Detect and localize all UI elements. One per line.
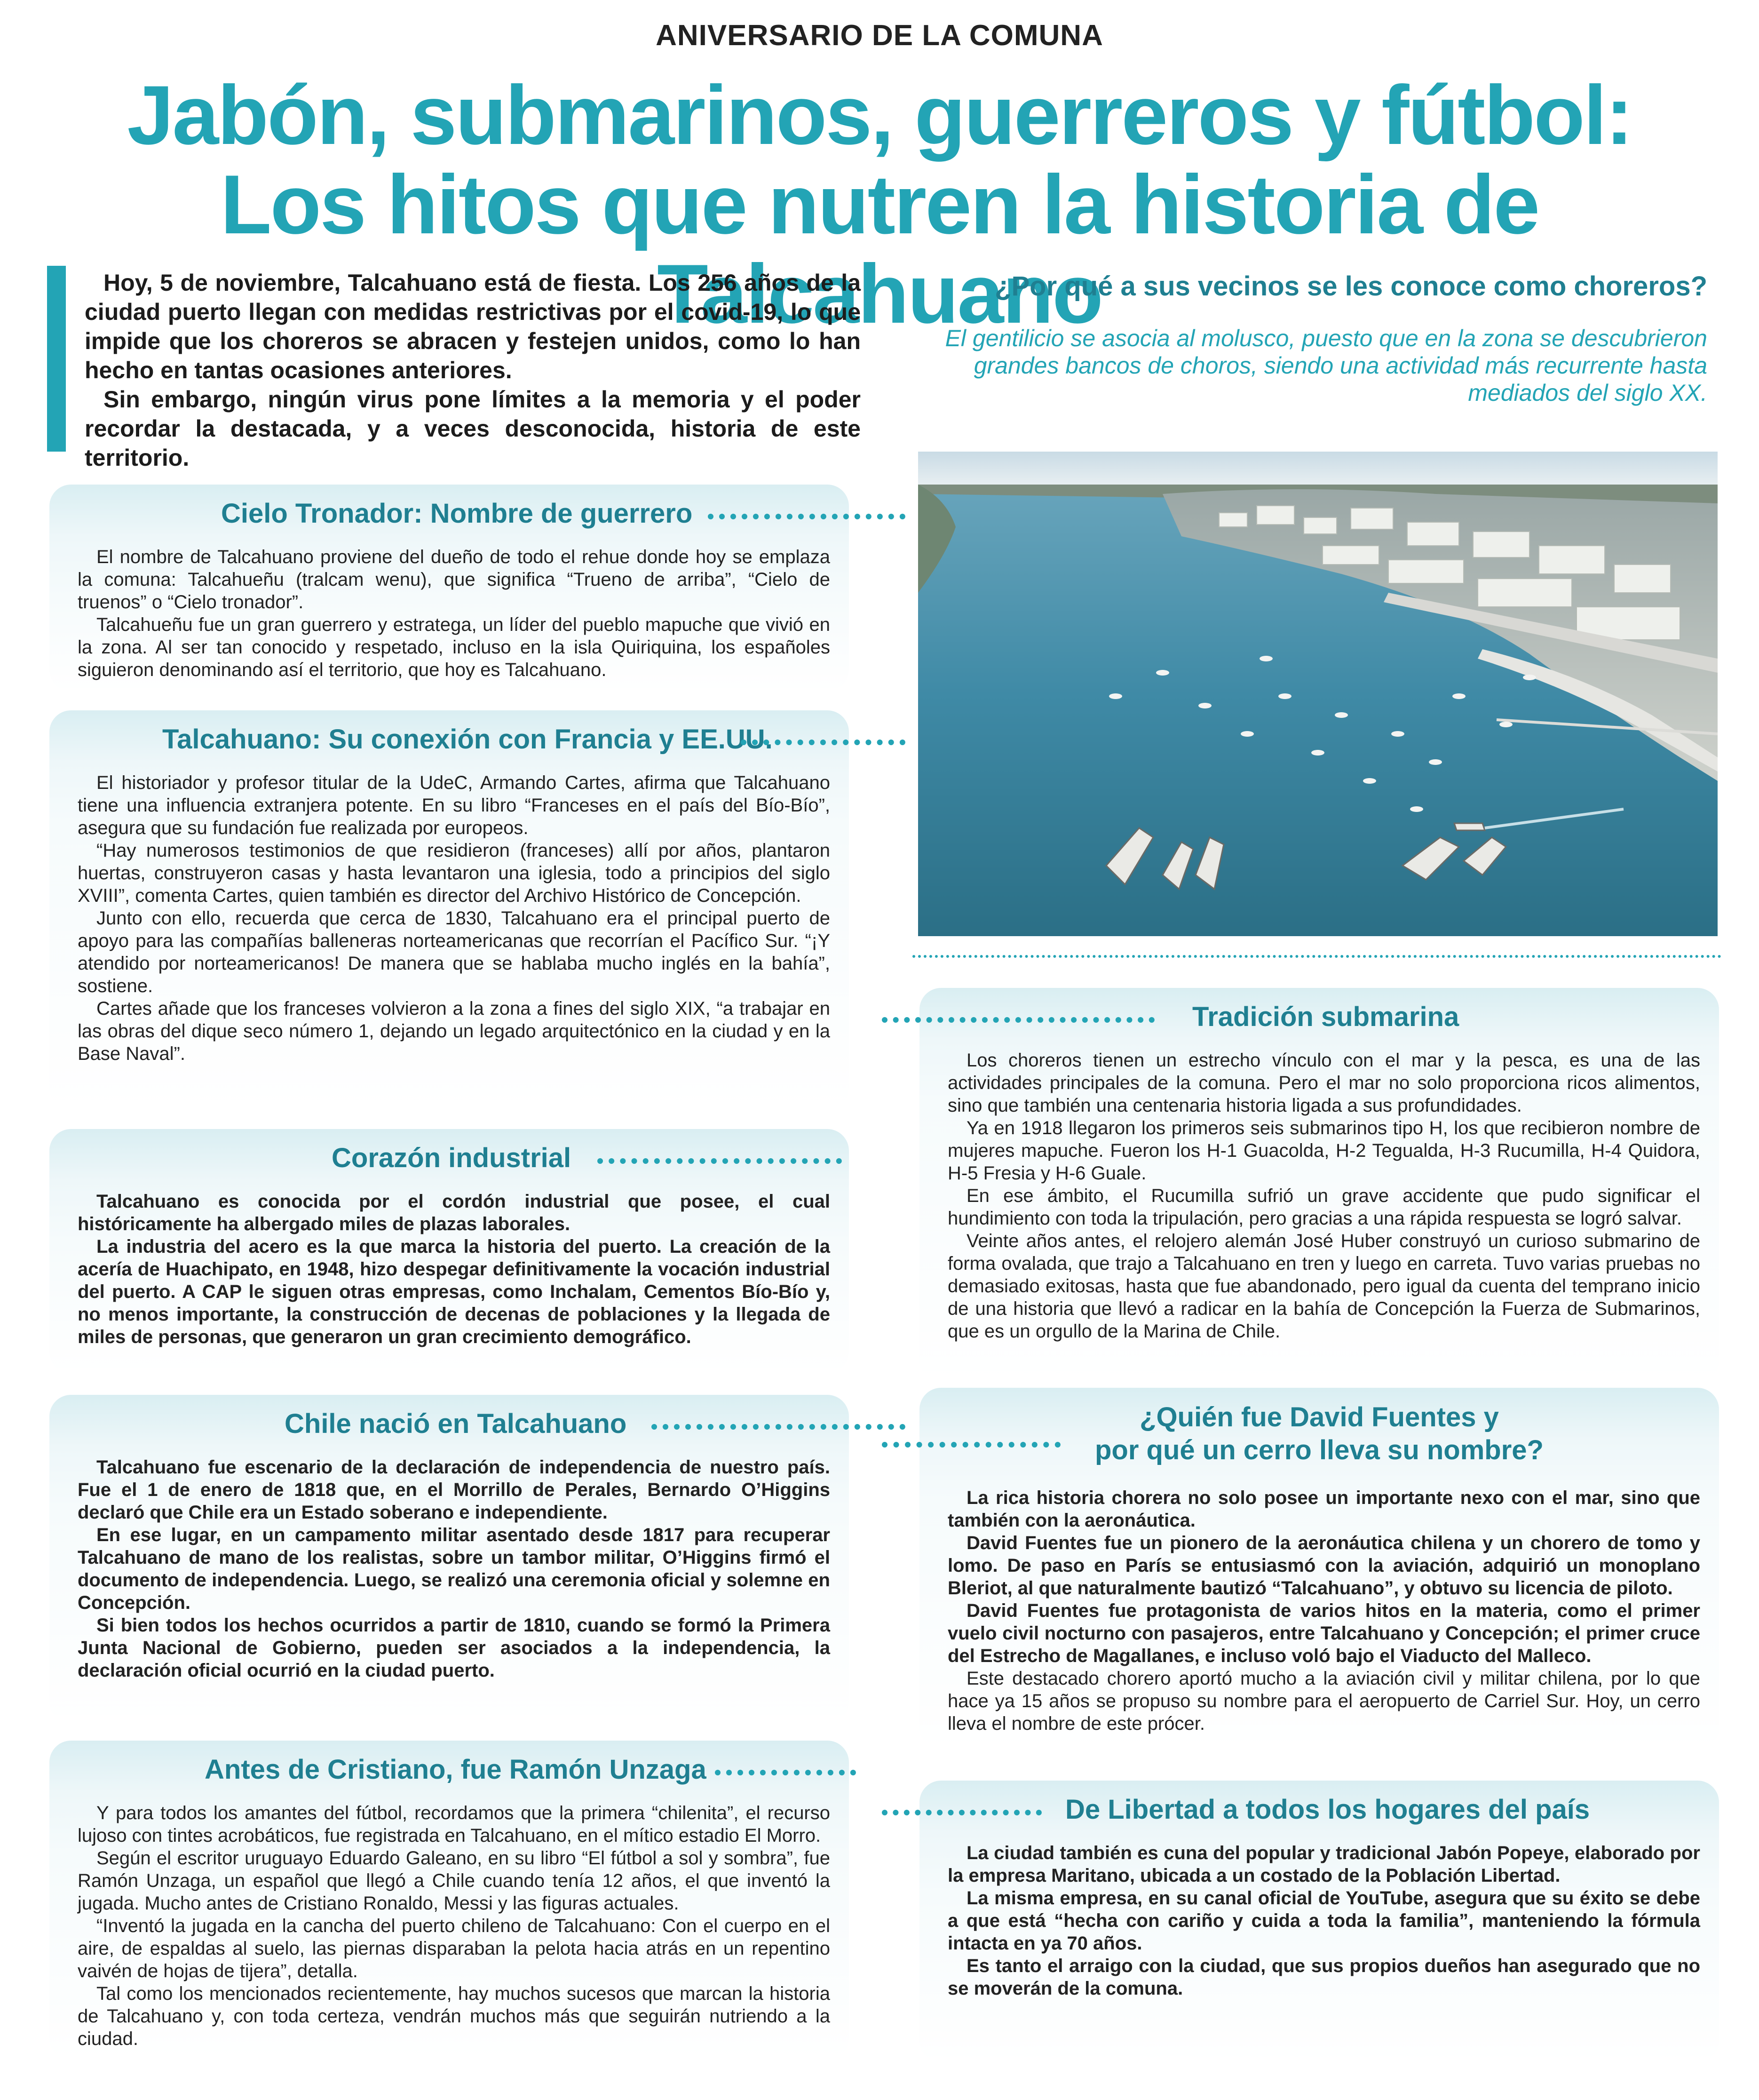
paragraph: “Inventó la jugada en la cancha del puerto chileno de Talcahuano: Con el cuerpo en el aire, de espaldas al suelo, las piernas disparaban la pelota hacia atrás en un repentino vaivén de hojas de tijera”, detalla. [78,1916,830,1981]
paragraph: David Fuentes fue protagonista de varios hitos en la materia, como el primer vuelo civil nocturno con pasajeros, entre Talcahuano y Concepción; el primer cruce del Estrecho de Magallanes, e incluso voló bajo el Viaducto del Malleco. [948,1600,1700,1666]
dotted-leader [882,1017,1155,1023]
section-ramon-unzaga [49,1741,849,2060]
lead-text-1: Hoy, 5 de noviembre, Talcahuano está de fiesta. Los 256 años de la ciudad puerto llegan con medidas restrictivas por el covid-19, lo que impide que los choreros se abracen y festejen unidos, como lo han hecho en tantas ocasiones anteriores. [85,270,861,383]
paragraph: Según el escritor uruguayo Eduardo Galeano, en su libro “El fútbol a sol y sombra”, fue Ramón Unzaga, un español que llegó a Chile cuando tenía 12 años, el que inventó la jugada. Mucho antes de Cristiano Ronaldo, Messi y las figuras actuales. [78,1848,830,1914]
photo-illustration [918,452,1718,936]
section-title-submarina: Tradición submarina [1192,1002,1459,1032]
section-title-corazon: Corazón industrial [332,1143,571,1173]
section-kicker: ANIVERSARIO DE LA COMUNA [656,19,1103,52]
paragraph: La industria del acero es la que marca la historia del puerto. La creación de la acería de Huachipato, en 1948, hizo despegar definitivamente la vocación industrial del puerto. A CAP le siguen otras empresas, como Inchalam, Cementos Bío-Bío y, no menos importante, la construcción de decenas de poblaciones y la llegada de miles de personas, que generaron un gran crecimiento demográfico. [78,1236,830,1347]
section-body-francia [78,772,830,1065]
paragraph: Ya en 1918 llegaron los primeros seis submarinos tipo H, los que recibieron nombre de mujeres mapuche. Fueron los H-1 Guacolda, H-2 Tegualda, H-3 Rucumilla, H-4 Quidora, H-5 Fresia y H-6 Guale. [948,1118,1700,1184]
section-body-corazon [78,1190,830,1348]
headline-line-2: Los hitos que nutren la historia de Talcahuano [220,158,1539,341]
dotted-leader [715,1770,856,1775]
section-body-cielo [78,546,830,681]
paragraph: “Hay numerosos testimonios de que residieron (franceses) allí por años, plantaron huertas, construyeron casas y hasta levantaron una iglesia, todo a principios del siglo XVIII”, comenta Cartes, quien también es director del Archivo Histórico de Concepción. [78,840,830,906]
title-line: por qué un cerro lleva su nombre? [1095,1435,1544,1465]
section-body-libertad [948,1842,1700,2000]
paragraph: Y para todos los amantes del fútbol, recordamos que la primera “chilenita”, el recurso lujoso con tintes acrobáticos, fue registrada en Talcahuano, en el mítico estadio El Morro. [78,1803,830,1846]
paragraph: David Fuentes fue un pionero de la aeronáutica chilena y un chorero de tomo y lomo. De paso en París se entusiasmó con la aviación, adquirió un monoplano Bleriot, al que naturalmente bautizó “Talcahuano”, y obtuvo su licencia de piloto. [948,1533,1700,1599]
section-title-chile: Chile nació en Talcahuano [285,1408,627,1439]
paragraph: Junto con ello, recuerda que cerca de 1830, Talcahuano era el principal puerto de apoyo para las compañías balleneras norteamericanas que recorrían el Pacífico Sur. “¡Y atendido por norteamericanos! De manera que se hablaba mucho inglés en la bahía”, sostiene. [78,908,830,996]
paragraph: Talcahuano fue escenario de la declaración de independencia de nuestro país. Fue el 1 de enero de 1818 que, en el Morrillo de Perales, Bernardo O’Higgins declaró que Chile era un Estado soberano e independiente. [78,1457,830,1523]
section-de-libertad [919,1781,1719,2063]
section-title-cristiano: Antes de Cristiano, fue Ramón Unzaga [205,1754,706,1785]
section-title-francia: Talcahuano: Su conexión con Francia y EE.UU. [162,724,773,755]
paragraph: La ciudad también es cuna del popular y tradicional Jabón Popeye, elaborado por la empresa Maritano, ubicada a un costado de la Población Libertad. [948,1843,1700,1886]
section-title-libertad: De Libertad a todos los hogares del país [1065,1794,1590,1825]
choreros-question: ¿Por qué a sus vecinos se les conoce como choreros? [995,271,1707,302]
section-tradicion-submarina [919,988,1719,1383]
paragraph: El historiador y profesor titular de la UdeC, Armando Cartes, afirma que Talcahuano tiene una influencia extranjera potente. En su libro “Franceses en el país del Bío-Bío”, asegura que su fundación fue realizada por europeos. [78,772,830,838]
paragraph: En ese lugar, en un campamento militar asentado desde 1817 para recuperar Talcahuano de mano de los realistas, sobre un tambor militar, O’Higgins firmó el documento de independencia. Luego, se realizó una ceremonia oficial y solemne en Concepción. [78,1525,830,1613]
dotted-leader [741,740,905,745]
section-title-fuentes [919,1401,1719,1467]
paragraph: Veinte años antes, el relojero alemán José Huber construyó un curioso submarino de forma ovalada, que trajo a Talcahuano en tren y luego en carreta. Tuvo varias pruebas no demasiado exitosas, hasta que fue abandonado, pero igual da cuenta del temprano inicio de una historia que llevó a radicar en la bahía de Concepción la Fuerza de Submarinos, que es un orgullo de la Marina de Chile. [948,1231,1700,1342]
dotted-leader [882,1810,1042,1815]
section-corazon-industrial [49,1129,849,1374]
section-body-fuentes [948,1487,1700,1735]
section-body-chile [78,1456,830,1682]
lead-paragraph [85,268,861,472]
paragraph: Si bien todos los hechos ocurridos a partir de 1810, cuando se formó la Primera Junta Nacional de Gobierno, pueden ser asociados a la independencia, la declaración oficial ocurrió en la ciudad puerto. [78,1615,830,1681]
section-divider [912,955,1721,958]
dotted-leader [651,1424,905,1430]
section-cielo-tronador [49,485,849,692]
lead-text-2: Sin embargo, ningún virus pone límites a la memoria y el poder recordar la destacada, y a veces desconocida, historia de este territorio. [85,386,861,471]
paragraph: Talcahueñu fue un gran guerrero y estratega, un líder del pueblo mapuche que vivió en la zona. Al ser tan conocido y respetado, incluso en la isla Quiriquina, los españoles siguieron denominando así el territorio, que hoy es Talcahuano. [78,614,830,680]
title-line: ¿Quién fue David Fuentes y [1140,1402,1499,1432]
section-francia-eeuu [49,710,849,1110]
dotted-leader [708,514,905,519]
section-body-submarina [948,1049,1700,1343]
section-title-cielo: Cielo Tronador: Nombre de guerrero [221,498,693,529]
section-chile-nacio [49,1395,849,1724]
lead-accent-bar [47,266,66,452]
section-body-cristiano [78,1802,830,2050]
paragraph: El nombre de Talcahuano proviene del dueño de todo el rehue donde hoy se emplaza la comuna: Talcahueñu (tralcam wenu), que significa “Trueno de arriba”, “Cielo de truenos” o “Cielo tronador”. [78,547,830,612]
talcahuano-aerial-photo [918,452,1718,936]
choreros-answer: El gentilicio se asocia al molusco, puesto que en la zona se descubrieron grandes bancos de choros, siendo una actividad más recurrente hasta mediados del siglo XX. [945,325,1707,406]
section-david-fuentes [919,1388,1719,1750]
paragraph: Cartes añade que los franceses volvieron a la zona a fines del siglo XIX, “a trabajar en las obras del dique seco número 1, dejando un legado arquitectónico en la ciudad y en la Base Naval”. [78,998,830,1064]
dotted-leader [597,1158,842,1164]
dotted-leader [882,1442,1061,1448]
paragraph: La rica historia chorera no solo posee un importante nexo con el mar, sino que también con la aeronáutica. [948,1488,1700,1531]
paragraph: Talcahuano es conocida por el cordón industrial que posee, el cual históricamente ha albergado miles de plazas laborales. [78,1191,830,1234]
paragraph: Este destacado chorero aportó mucho a la aviación civil y militar chilena, por lo que hace ya 15 años se propuso su nombre para el aeropuerto de Carriel Sur. Hoy, un cerro lleva el nombre de este prócer. [948,1668,1700,1734]
paragraph: Los choreros tienen un estrecho vínculo con el mar y la pesca, es una de las actividades principales de la comuna. Pero el mar no solo proporciona ricos alimentos, sino que también una centenaria historia ligada a sus profundidades. [948,1050,1700,1116]
headline-line-1: Jabón, submarinos, guerreros y fútbol: [127,68,1632,162]
paragraph: Tal como los mencionados recientemente, hay muchos sucesos que marcan la historia de Talcahuano y, con toda certeza, vendrán muchos más que seguirán nutriendo a la ciudad. [78,1983,830,2049]
paragraph: Es tanto el arraigo con la ciudad, que sus propios dueños han asegurado que no se moverán de la comuna. [948,1956,1700,1999]
paragraph: En ese ámbito, el Rucumilla sufrió un grave accidente que pudo significar el hundimiento con toda la tripulación, pero gracias a una rápida respuesta se logró salvar. [948,1185,1700,1229]
paragraph: La misma empresa, en su canal oficial de YouTube, asegura que su éxito se debe a que está “hecha con cariño y cuida a toda la familia”, manteniendo la fórmula intacta en ya 70 años. [948,1888,1700,1954]
